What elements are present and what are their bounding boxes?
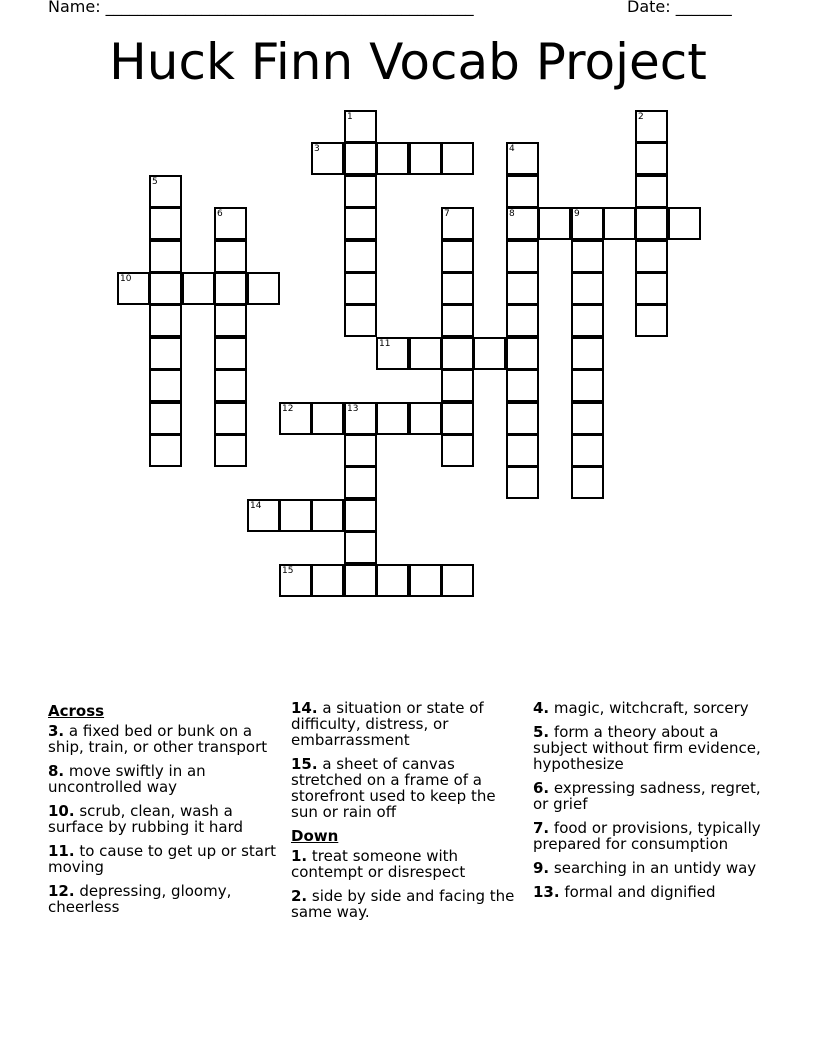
crossword-cell[interactable]	[668, 207, 701, 240]
crossword-cell[interactable]	[441, 434, 474, 467]
crossword-cell[interactable]	[344, 175, 377, 208]
cell-number: 12	[282, 404, 294, 414]
crossword-cell[interactable]	[279, 402, 312, 435]
crossword-cell[interactable]	[149, 402, 182, 435]
clue-item	[533, 724, 765, 772]
crossword-cell[interactable]	[473, 337, 506, 370]
crossword-cell[interactable]	[376, 142, 409, 175]
clue-text: a sheet of canvas stretched on a frame of a storefront used to keep the sun or rain off	[291, 755, 496, 821]
clue-text: to cause to get up or start moving	[48, 842, 277, 876]
cell-number: 5	[152, 177, 158, 187]
crossword-cell[interactable]	[214, 240, 247, 273]
crossword-cell[interactable]	[344, 110, 377, 143]
crossword-cell[interactable]	[635, 142, 668, 175]
page-title: Huck Finn Vocab Project	[109, 33, 707, 91]
clue-text: side by side and facing the same way.	[291, 887, 515, 921]
crossword-cell[interactable]	[344, 240, 377, 273]
clue-text: treat someone with contempt or disrespect	[291, 847, 466, 881]
crossword-cell[interactable]	[441, 402, 474, 435]
crossword-cell[interactable]	[214, 207, 247, 240]
crossword-cell[interactable]	[344, 564, 377, 597]
crossword-cell[interactable]	[149, 304, 182, 337]
clue-text: searching in an untidy way	[549, 859, 757, 877]
crossword-cell[interactable]	[344, 207, 377, 240]
crossword-cell[interactable]	[506, 402, 539, 435]
clue-number: 11.	[48, 842, 75, 860]
crossword-cell[interactable]	[344, 402, 377, 435]
clue-number: 14.	[291, 699, 318, 717]
crossword-cell[interactable]	[441, 369, 474, 402]
crossword-cell[interactable]	[247, 499, 280, 532]
clue-number: 2.	[291, 887, 308, 905]
crossword-cell[interactable]	[441, 272, 474, 305]
cell-number: 8	[509, 209, 515, 219]
crossword-cell[interactable]	[506, 142, 539, 175]
crossword-cell[interactable]	[506, 304, 539, 337]
crossword-cell[interactable]	[214, 304, 247, 337]
crossword-cell[interactable]	[149, 240, 182, 273]
clue-text: form a theory about a subject without firm evidence, hypothesize	[533, 723, 761, 773]
cell-number: 4	[509, 144, 515, 154]
crossword-cell[interactable]	[279, 564, 312, 597]
crossword-cell[interactable]	[571, 304, 604, 337]
clue-item	[291, 700, 523, 748]
crossword-cell[interactable]	[149, 272, 182, 305]
cell-number: 2	[638, 112, 644, 122]
crossword-cell[interactable]	[214, 402, 247, 435]
crossword-cell[interactable]	[441, 240, 474, 273]
crossword-cell[interactable]	[603, 207, 636, 240]
cell-number: 9	[574, 209, 580, 219]
crossword-cell[interactable]	[571, 240, 604, 273]
crossword-cell[interactable]	[117, 272, 150, 305]
clue-item	[533, 820, 765, 852]
crossword-cell[interactable]	[441, 564, 474, 597]
cell-number: 15	[282, 566, 294, 576]
crossword-cell[interactable]	[635, 304, 668, 337]
cell-number: 6	[217, 209, 223, 219]
clue-item	[533, 780, 765, 812]
crossword-cell[interactable]	[506, 369, 539, 402]
clue-number: 12.	[48, 882, 75, 900]
crossword-cell[interactable]	[409, 402, 442, 435]
clue-number: 5.	[533, 723, 550, 741]
crossword-cell[interactable]	[635, 240, 668, 273]
crossword-cell[interactable]	[571, 272, 604, 305]
crossword-cell[interactable]	[571, 207, 604, 240]
crossword-cell[interactable]	[376, 402, 409, 435]
clue-text: scrub, clean, wash a surface by rubbing it hard	[48, 802, 243, 836]
clue-item	[48, 803, 280, 835]
clue-item	[291, 888, 523, 920]
clue-number: 13.	[533, 883, 560, 901]
clue-item	[48, 723, 280, 755]
clue-number: 7.	[533, 819, 550, 837]
clue-text: magic, witchcraft, sorcery	[549, 699, 749, 717]
crossword-cell[interactable]	[506, 466, 539, 499]
clue-number: 3.	[48, 722, 65, 740]
crossword-cell[interactable]	[409, 564, 442, 597]
cell-number: 1	[347, 112, 353, 122]
crossword-cell[interactable]	[409, 142, 442, 175]
crossword-cell[interactable]	[149, 207, 182, 240]
crossword-cell[interactable]	[182, 272, 215, 305]
crossword-cell[interactable]	[311, 564, 344, 597]
crossword-cell[interactable]	[506, 207, 539, 240]
cell-number: 3	[314, 144, 320, 154]
crossword-cell[interactable]	[344, 142, 377, 175]
crossword-cell[interactable]	[571, 402, 604, 435]
clue-column-1	[48, 700, 280, 923]
across-heading: Across	[48, 702, 105, 720]
clue-column-2	[291, 700, 523, 928]
crossword-cell[interactable]	[571, 337, 604, 370]
clue-number: 8.	[48, 762, 65, 780]
cell-number: 13	[347, 404, 359, 414]
crossword-cell[interactable]	[571, 466, 604, 499]
crossword-cell[interactable]	[571, 369, 604, 402]
cell-number: 7	[444, 209, 450, 219]
clue-text: depressing, gloomy, cheerless	[48, 882, 232, 916]
crossword-cell[interactable]	[506, 272, 539, 305]
clue-number: 9.	[533, 859, 550, 877]
crossword-cell[interactable]	[441, 142, 474, 175]
crossword-cell[interactable]	[311, 402, 344, 435]
crossword-cell[interactable]	[635, 175, 668, 208]
crossword-cell[interactable]	[571, 434, 604, 467]
down-heading: Down	[291, 827, 339, 845]
crossword-cell[interactable]	[506, 337, 539, 370]
crossword-cell[interactable]	[635, 110, 668, 143]
clue-text: a fixed bed or bunk on a ship, train, or other transport	[48, 722, 268, 756]
crossword-cell[interactable]	[214, 337, 247, 370]
clue-number: 6.	[533, 779, 550, 797]
clue-item	[533, 700, 765, 716]
crossword-cell[interactable]	[149, 175, 182, 208]
clue-item	[533, 860, 765, 876]
crossword-cell[interactable]	[344, 499, 377, 532]
crossword-cell[interactable]	[635, 207, 668, 240]
name-field-label: Name: ______________________________________________	[48, 0, 474, 16]
crossword-cell[interactable]	[344, 434, 377, 467]
crossword-cell[interactable]	[376, 564, 409, 597]
clue-text: a situation or state of difficulty, distress, or embarrassment	[291, 699, 484, 749]
crossword-cell[interactable]	[279, 499, 312, 532]
clue-column-3	[533, 700, 765, 908]
clue-number: 15.	[291, 755, 318, 773]
crossword-cell[interactable]	[441, 337, 474, 370]
clue-number: 1.	[291, 847, 308, 865]
crossword-cell[interactable]	[506, 240, 539, 273]
clue-text: food or provisions, typically prepared for consumption	[533, 819, 761, 853]
clue-number: 4.	[533, 699, 550, 717]
clue-text: expressing sadness, regret, or grief	[533, 779, 761, 813]
crossword-cell[interactable]	[441, 207, 474, 240]
date-field-label: Date: _______	[627, 0, 732, 16]
crossword-cell[interactable]	[214, 434, 247, 467]
clue-text: formal and dignified	[559, 883, 716, 901]
clue-item	[48, 883, 280, 915]
clue-item	[291, 848, 523, 880]
crossword-cell[interactable]	[441, 304, 474, 337]
cell-number: 14	[250, 501, 262, 511]
crossword-cell[interactable]	[214, 369, 247, 402]
crossword-cell[interactable]	[247, 272, 280, 305]
clue-item	[48, 763, 280, 795]
crossword-cell[interactable]	[214, 272, 247, 305]
crossword-cell[interactable]	[344, 466, 377, 499]
clue-item	[291, 756, 523, 820]
crossword-cell[interactable]	[311, 499, 344, 532]
crossword-cell[interactable]	[506, 434, 539, 467]
clue-text: move swiftly in an uncontrolled way	[48, 762, 206, 796]
crossword-cell[interactable]	[635, 272, 668, 305]
crossword-cell[interactable]	[344, 531, 377, 564]
crossword-cell[interactable]	[409, 337, 442, 370]
clue-item	[533, 884, 765, 900]
cell-number: 10	[120, 274, 132, 284]
clue-item	[48, 843, 280, 875]
crossword-cell[interactable]	[344, 272, 377, 305]
crossword-cell[interactable]	[344, 304, 377, 337]
cell-number: 11	[379, 339, 391, 349]
crossword-cell[interactable]	[149, 337, 182, 370]
crossword-cell[interactable]	[311, 142, 344, 175]
crossword-cell[interactable]	[149, 369, 182, 402]
crossword-cell[interactable]	[376, 337, 409, 370]
crossword-cell[interactable]	[538, 207, 571, 240]
crossword-cell[interactable]	[149, 434, 182, 467]
clue-number: 10.	[48, 802, 75, 820]
crossword-cell[interactable]	[506, 175, 539, 208]
